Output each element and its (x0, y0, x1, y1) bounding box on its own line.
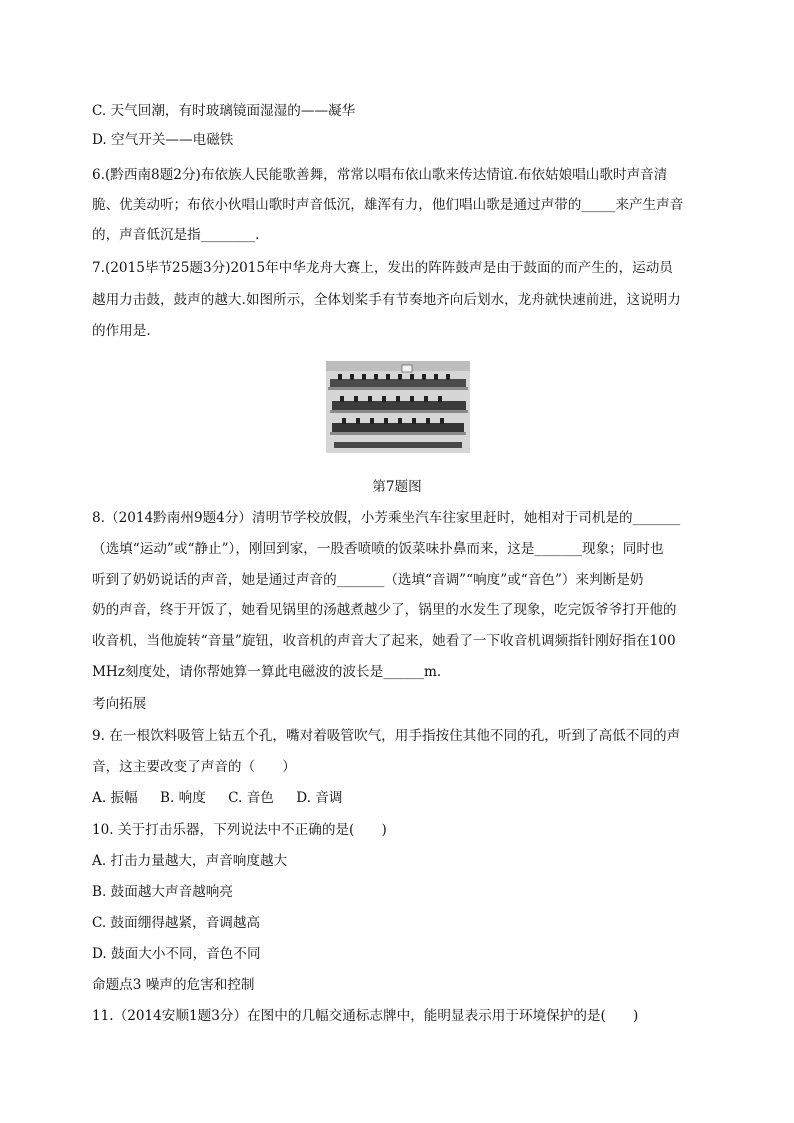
dragon-boat-illustration (326, 361, 470, 453)
q9-option-b[interactable]: B. 响度 (159, 790, 206, 806)
q9-line-1: 9. 在一根饮料吸管上钻五个孔，嘴对着吸管吹气，用手指按住其他不同的孔，听到了高低不同的声 (92, 728, 681, 744)
q11-stem: 11.（2014安顺1题3分）在图中的几幅交通标志牌中，能明显表示用于环境保护的是( ) (92, 1008, 639, 1024)
q9-option-d[interactable]: D. 音调 (296, 790, 343, 806)
figure-caption: 第7题图 (372, 479, 422, 495)
q8-line-3: 听到了奶奶说话的声音，她是通过声音的_______（选填“音调”“响度”或“音色”）来判断是奶 (92, 572, 644, 588)
dragon-boat-photo (326, 361, 470, 453)
q8-line-5: 收音机，当他旋转“音量”旋钮，收音机的声音大了起来，她看了一下收音机调频指针刚好指在100 (92, 633, 676, 649)
q7-line-1: 7.(2015毕节25题3分)2015年中华龙舟大赛上，发出的阵阵鼓声是由于鼓面的而产生的，运动员 (92, 260, 673, 276)
q5-option-d: D. 空气开关——电磁铁 (92, 132, 234, 148)
q10-option-c[interactable]: C. 鼓面绷得越紧，音调越高 (92, 915, 261, 931)
q8-line-4: 奶的声音，终于开饭了，她看见锅里的汤越煮越少了，锅里的水发生了现象，吃完饭爷爷打开他的 (92, 602, 677, 618)
q9-options (92, 789, 360, 807)
q8-line-1: 8.（2014黔南州9题4分）清明节学校放假，小芳乘坐汽车往家里赶时，她相对于司机是的_______ (92, 510, 681, 526)
section-heading-extension: 考向拓展 (92, 696, 147, 712)
q10-option-a[interactable]: A. 打击力量越大，声音响度越大 (92, 853, 288, 869)
q7-line-2: 越用力击鼓，鼓声的越大.如图所示，全体划桨手有节奏地齐向后划水，龙舟就快速前进，这说明力 (92, 292, 681, 308)
section-heading-noise: 命题点3 噪声的危害和控制 (92, 977, 255, 993)
q10-option-b[interactable]: B. 鼓面越大声音越响亮 (92, 884, 233, 900)
q9-line-2: 音，这主要改变了声音的（ ） (92, 759, 296, 775)
q6-line-1: 6.(黔西南8题2分)布依族人民能歌善舞，常常以唱布依山歌来传达情谊.布依姑娘唱山歌时声音清 (92, 167, 668, 183)
q8-line-2: （选填“运动”或“静止”），刚回到家，一股香喷喷的饭菜味扑鼻而来，这是_______现象；同时也 (92, 541, 664, 557)
q6-line-2: 脆、优美动听；布依小伙唱山歌时声音低沉，雄浑有力，他们唱山歌是通过声带的_____来产生声音 (92, 197, 684, 213)
q9-option-c[interactable]: C. 音色 (228, 790, 274, 806)
q10-stem: 10. 关于打击乐器，下列说法中不正确的是( ) (92, 822, 387, 838)
q10-option-d[interactable]: D. 鼓面大小不同，音色不同 (92, 946, 261, 962)
q8-line-6: MHz刻度处，请你帮她算一算此电磁波的波长是______m. (92, 664, 442, 680)
q9-option-a[interactable]: A. 振幅 (92, 790, 138, 806)
q7-line-3: 的作用是. (92, 323, 151, 339)
q5-option-c: C. 天气回潮，有时玻璃镜面湿湿的——凝华 (92, 103, 356, 119)
q6-line-3: 的，声音低沉是指________. (92, 227, 260, 243)
